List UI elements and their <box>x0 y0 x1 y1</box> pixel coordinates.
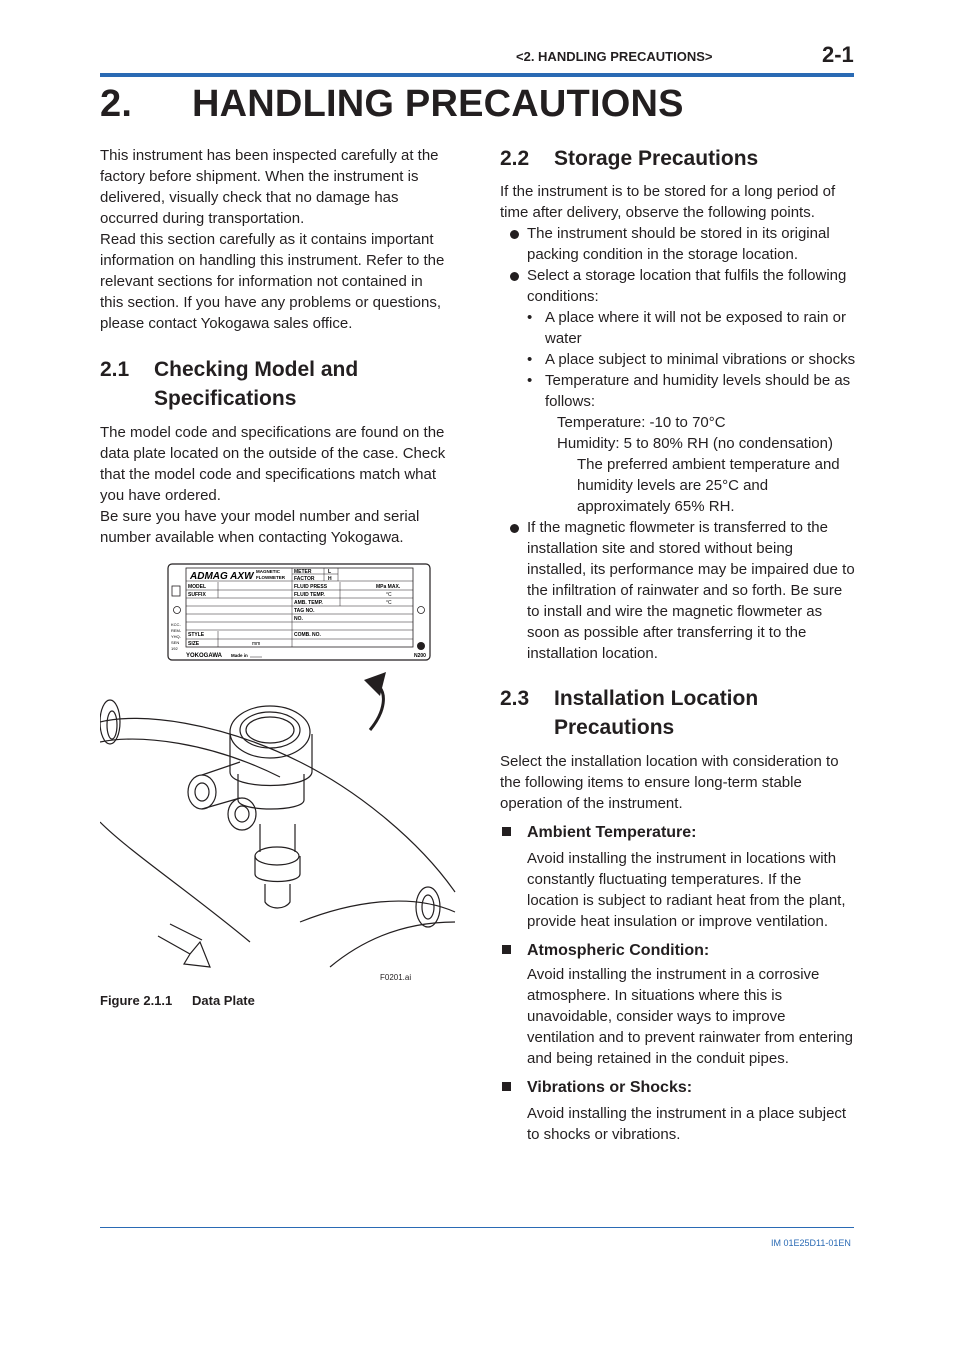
s22-temperature: Temperature: -10 to 70°C <box>557 414 726 431</box>
bullet-dot <box>510 524 519 533</box>
sub-bullet: • <box>527 309 533 326</box>
subheading-text: Atmospheric Condition: <box>527 942 710 959</box>
section-number: 2.1 <box>100 358 130 381</box>
plate-no: NO. <box>294 616 303 622</box>
plate-fluid-temp: FLUID TEMP. <box>294 592 325 598</box>
subheading-text: Vibrations or Shocks: <box>527 1079 693 1096</box>
sub-bullet: • <box>527 372 533 389</box>
s23-intro: Select the installation location with consideration to the following items to ensure long-term stable operation of the instrument. <box>500 753 839 812</box>
square-bullet <box>502 1082 511 1091</box>
plate-mm: mm <box>252 641 261 647</box>
section-title: Checking Model and Specifications <box>154 358 359 410</box>
plate-model: MODEL <box>188 584 207 590</box>
chapter-heading: HANDLING PRECAUTIONS <box>192 83 684 125</box>
s21-paragraph-2: Be sure you have your model number and serial number available when contacting Yokogawa. <box>100 508 420 546</box>
plate-kcc-2: REM- <box>171 628 182 633</box>
flowmeter-illustration <box>100 700 455 967</box>
s22-bullet-3 <box>500 517 856 664</box>
bullet-text: The instrument should be stored in its original packing condition in the storage location. <box>527 225 830 263</box>
s23-heading-ambient <box>500 822 856 843</box>
plate-brand: ADMAG AXW <box>190 571 254 582</box>
document-id: IM 01E25D11-01EN <box>771 1238 851 1248</box>
s23-ambient-text: Avoid installing the instrument in locations with constantly fluctuating temperatures. If the location is subject to radiant heat from the plant, provide heat insulation or improve ventilation. <box>527 850 846 930</box>
sub-bullet: • <box>527 351 533 368</box>
plate-meter: METER <box>294 569 312 575</box>
s22-humidity: Humidity: 5 to 80% RH (no condensation) <box>557 435 833 452</box>
running-header: <2. HANDLING PRECAUTIONS> <box>516 49 713 64</box>
plate-h: H <box>328 576 332 582</box>
footer-rule <box>100 1227 854 1228</box>
section-2-1-heading <box>100 355 450 413</box>
section-title: Installation Location Precautions <box>554 687 759 739</box>
s22-bullet-2 <box>500 265 856 307</box>
s21-paragraph-1: The model code and specifications are found on the data plate located on the outside of the case. Check that the model code and specifications match what you have ordered. <box>100 424 446 504</box>
figure-caption-label: Figure 2.1.1 <box>100 993 173 1008</box>
figure-file-id: F0201.ai <box>380 973 412 982</box>
section-number: 2.3 <box>500 687 530 710</box>
section-number: 2.2 <box>500 147 530 170</box>
plate-kcc-4: SEN <box>171 640 180 645</box>
s23-heading-atmospheric <box>500 940 856 961</box>
plate-size: SIZE <box>188 641 200 647</box>
plate-factor: FACTOR <box>294 576 315 582</box>
right-column <box>500 144 856 1145</box>
bullet-text: If the magnetic flowmeter is transferred to the installation site and stored without being installed, its performance may be impaired due to the infiltration of rainwater and so forth. Be sure to install and wire the magnetic flowmeter as soon as possible after transferring it to the installation location. <box>527 519 855 662</box>
bullet-dot <box>510 272 519 281</box>
plate-kcc-1: KCC- <box>171 622 181 627</box>
s22-intro: If the instrument is to be stored for a long period of time after delivery, observe the following points. <box>500 183 836 221</box>
plate-style: STYLE <box>188 632 205 638</box>
plate-tag-no: TAG NO. <box>294 608 315 614</box>
plate-suffix: SUFFIX <box>188 592 206 598</box>
plate-product-line-1: MAGNETIC <box>256 569 280 574</box>
section-title: Storage Precautions <box>554 147 759 170</box>
plate-comb-no: COMB. NO. <box>294 632 321 638</box>
plate-deg-c-1: °C <box>386 592 392 598</box>
subheading-text: Ambient Temperature: <box>527 824 697 841</box>
plate-fluid-press: FLUID PRESS <box>294 584 328 590</box>
s22-preferred: The preferred ambient temperature and humidity levels are 25°C and approximately 65% RH. <box>577 456 840 515</box>
s22-sub-item-1 <box>500 307 856 349</box>
plate-kcc-5: 192 <box>171 646 178 651</box>
plate-kcc-3: YHQ- <box>171 634 181 639</box>
sub-text: A place where it will not be exposed to rain or water <box>545 309 847 347</box>
header-rule <box>100 73 854 77</box>
sub-text: Temperature and humidity levels should be as follows: <box>545 372 851 410</box>
section-2-3-heading <box>500 684 856 742</box>
bullet-text: Select a storage location that fulfils the following conditions: <box>527 267 847 305</box>
plate-deg-c-2: °C <box>386 600 392 606</box>
section-2-2-heading <box>500 144 856 173</box>
data-plate <box>168 564 430 660</box>
square-bullet <box>502 945 511 954</box>
s22-sub-item-3 <box>500 370 856 412</box>
page-number: 2-1 <box>822 42 854 67</box>
chapter-number: 2. <box>100 83 133 125</box>
plate-mpa-max: MPa MAX. <box>376 584 401 590</box>
plate-amb-temp: AMB. TEMP. <box>294 600 323 606</box>
chapter-title <box>100 83 684 126</box>
figure-caption <box>100 993 255 1008</box>
plate-code: N200 <box>414 653 426 659</box>
plate-l: L <box>328 569 332 575</box>
plate-product-line-2: FLOWMETER <box>256 575 285 580</box>
s22-bullet-1 <box>500 223 856 265</box>
plate-maker: YOKOGAWA <box>186 653 223 659</box>
s23-vibrations-text: Avoid installing the instrument in a place subject to shocks or vibrations. <box>527 1105 847 1143</box>
s23-heading-vibrations <box>500 1077 856 1098</box>
figure-caption-text: Data Plate <box>192 993 255 1008</box>
left-column <box>100 145 450 548</box>
square-bullet <box>502 827 511 836</box>
data-plate-figure <box>100 562 460 972</box>
plate-location-arrow <box>364 672 386 730</box>
s23-atmospheric-text: Avoid installing the instrument in a corrosive atmosphere. In situations where this is unavoidable, consider ways to improve ventilation and to prevent rainwater from entering and being retained in the conduit pipes. <box>527 966 854 1067</box>
intro-paragraph-2: Read this section carefully as it contains important information on handling this instrument. Refer to the relevant sections for information not contained in this section. If you have any problems or questions, please contact Yokogawa sales office. <box>100 231 445 332</box>
s22-sub-item-2 <box>500 349 856 370</box>
plate-made-in: Made in <box>231 653 248 658</box>
intro-paragraph-1: This instrument has been inspected carefully at the factory before shipment. When the instrument is delivered, visually check that no damage has occurred during transportation. <box>100 147 439 227</box>
sub-text: A place subject to minimal vibrations or shocks <box>545 351 856 368</box>
bullet-dot <box>510 230 519 239</box>
